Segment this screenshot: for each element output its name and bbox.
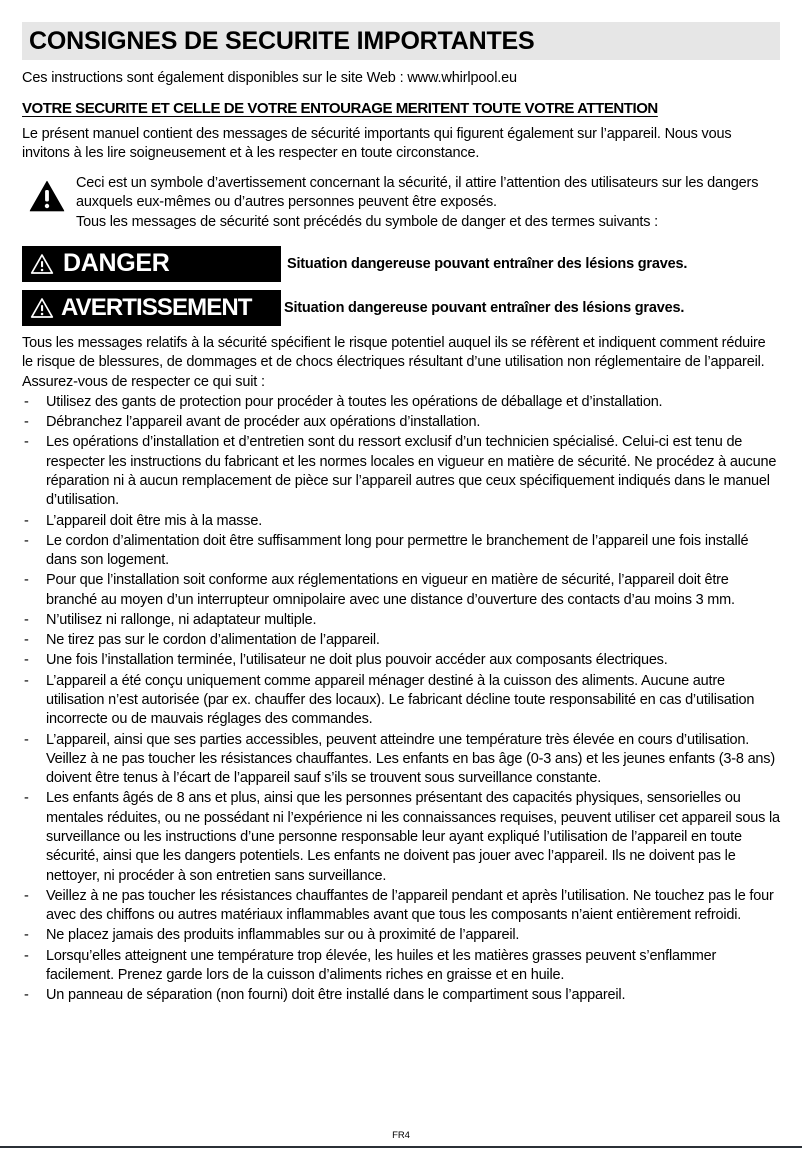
safety-bullet-list bbox=[22, 393, 780, 1006]
warning-triangle-outline-icon bbox=[30, 253, 54, 275]
signal-row-avertissement bbox=[22, 290, 780, 326]
warning-triangle-outline-icon bbox=[30, 297, 54, 319]
list-item: - L’appareil doit être mis à la masse. bbox=[22, 512, 780, 531]
list-item: - Une fois l’installation terminée, l’utilisateur ne doit plus pouvoir accéder aux composants électriques. bbox=[22, 651, 780, 670]
danger-badge bbox=[22, 246, 281, 282]
avertissement-description: Situation dangereuse pouvant entraîner des lésions graves. bbox=[284, 299, 685, 316]
safety-symbol-block bbox=[22, 174, 780, 232]
safety-symbol-line-1: Ceci est un symbole d’avertissement concernant la sécurité, il attire l’attention des utilisateurs sur les dangers auxquels eux-mêmes ou d’autres personnes peuvent être exposés. bbox=[76, 175, 759, 211]
footer-rule bbox=[0, 1146, 802, 1148]
avertissement-badge bbox=[22, 290, 281, 326]
list-item: - Débranchez l’appareil avant de procéder aux opérations d’installation. bbox=[22, 413, 780, 432]
list-item: - Les enfants âgés de 8 ans et plus, ainsi que les personnes présentant des capacités physiques, sensorielles ou mentales réduites, ou ne possédant ni l’expérience ni les connaissances requises, peuvent utiliser cet appareil sous la surveillance ou les instructions d’une personne responsable leur ayant expliqué l’utilisation de l’appareil en toute sécurité, ainsi que les dangers potentiels. Les enfants ne doivent pas jouer avec l’appareil. Ils ne doivent pas le nettoyer, ni procéder à son entretien sans surveillance. bbox=[22, 789, 780, 885]
safety-symbol-text bbox=[76, 174, 780, 232]
list-item: - Lorsqu’elles atteignent une température trop élevée, les huiles et les matières grasses peuvent s’enflammer facilement. Prenez garde lors de la cuisson d’aliments riches en graisse et en huile. bbox=[22, 947, 780, 986]
avertissement-label: AVERTISSEMENT bbox=[61, 293, 252, 321]
list-item: - Utilisez des gants de protection pour procéder à toutes les opérations de déballage et d’installation. bbox=[22, 393, 780, 412]
signal-row-danger bbox=[22, 246, 780, 282]
list-item: - Les opérations d’installation et d’entretien sont du ressort exclusif d’un technicien spécialisé. Celui-ci est tenu de respecter les instructions du fabricant et les normes locales en vigueur en matière de sécurité. Ne procédez à aucune réparation ni à aucun remplacement de pièce sur l’appareil autres que ceux spécifiquement indiqués dans le manuel d’utilisation. bbox=[22, 433, 780, 510]
list-item: - Un panneau de séparation (non fourni) doit être installé dans le compartiment sous l’appareil. bbox=[22, 986, 780, 1005]
intro-paragraph: Le présent manuel contient des messages de sécurité importants qui figurent également sur l’appareil. Nous vous invitons à les lire soigneusement et à les respecter en toute circonstance. bbox=[22, 125, 732, 161]
danger-description: Situation dangereuse pouvant entraîner des lésions graves. bbox=[287, 255, 688, 272]
list-item: - N’utilisez ni rallonge, ni adaptateur multiple. bbox=[22, 611, 780, 630]
website-line: Ces instructions sont également disponibles sur le site Web : www.whirlpool.eu bbox=[22, 70, 517, 86]
safety-symbol-line-2: Tous les messages de sécurité sont précédés du symbole de danger et des termes suivants : bbox=[76, 213, 659, 230]
document-page bbox=[0, 22, 802, 1153]
list-item: - Pour que l’installation soit conforme aux réglementations en vigueur en matière de sécurité, l’appareil doit être branché au moyen d’un interrupteur omnipolaire avec une distance d’ouverture des contacts d’au moins 3 mm. bbox=[22, 571, 780, 610]
page-title: CONSIGNES DE SECURITE IMPORTANTES bbox=[29, 26, 535, 55]
section-subheading: VOTRE SECURITE ET CELLE DE VOTRE ENTOURAGE MERITENT TOUTE VOTRE ATTENTION bbox=[22, 99, 658, 117]
page-title-band bbox=[22, 22, 780, 60]
list-item: - Ne placez jamais des produits inflammables sur ou à proximité de l’appareil. bbox=[22, 926, 780, 945]
list-item: - Ne tirez pas sur le cordon d’alimentation de l’appareil. bbox=[22, 631, 780, 650]
page-footer: FR4 bbox=[392, 1130, 410, 1141]
list-item: - Le cordon d’alimentation doit être suffisamment long pour permettre le branchement de l’appareil une fois installé dans son logement. bbox=[22, 532, 780, 571]
list-item: - Veillez à ne pas toucher les résistances chauffantes de l’appareil pendant et après l’utilisation. Ne touchez pas le four avec des chiffons ou autres matériaux inflammables avant que tous les composants n’aient entièrement refroidi. bbox=[22, 887, 780, 926]
list-item: - L’appareil, ainsi que ses parties accessibles, peuvent atteindre une température très élevée en cours d’utilisation. Veillez à ne pas toucher les résistances chauffantes. Les enfants en bas âge (0-3 ans) et les jeunes enfants (3-8 ans) doivent être tenus à l’écart de l’appareil sauf s’ils se trouvent sous surveillance constante. bbox=[22, 731, 780, 789]
danger-label: DANGER bbox=[63, 249, 170, 278]
list-item: - L’appareil a été conçu uniquement comme appareil ménager destiné à la cuisson des aliments. Aucune autre utilisation n’est autorisée (par ex. chauffer des locaux). Le fabricant décline toute responsabilité en cas d’utilisation incorrecte ou de mauvais réglages des commandes. bbox=[22, 672, 780, 730]
body-paragraph: Tous les messages relatifs à la sécurité spécifient le risque potentiel auquel ils se réfèrent et indiquent comment réduire le risque de blessures, de dommages et de chocs électriques résultant d’une utilisation non réglementaire de l’appareil. Assurez-vous de respecter ce qui suit : bbox=[22, 334, 766, 390]
warning-triangle-icon bbox=[26, 177, 68, 215]
